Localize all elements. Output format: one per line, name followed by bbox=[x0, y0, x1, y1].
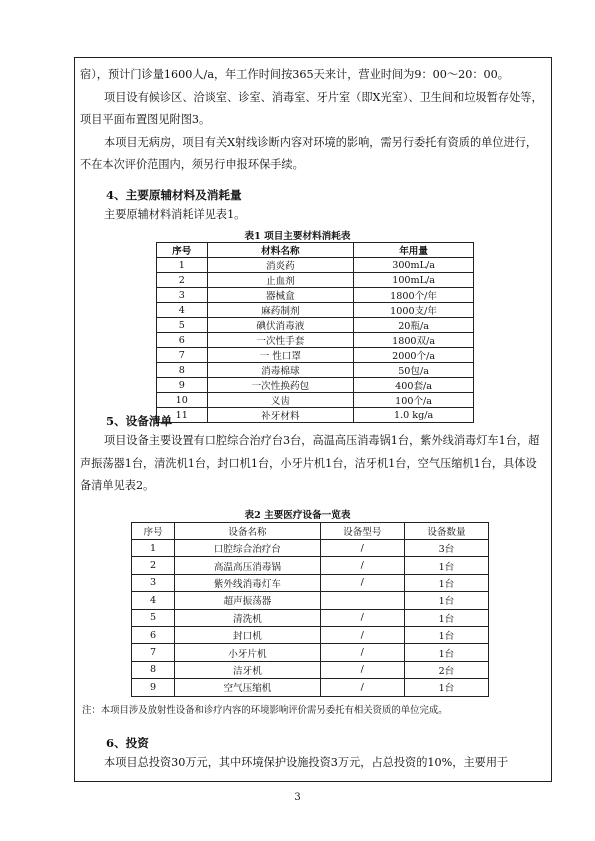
table-cell: 止血剂 bbox=[207, 273, 354, 288]
investment-text bbox=[80, 752, 546, 775]
table-cell: 3 bbox=[132, 574, 175, 591]
table-row bbox=[157, 333, 474, 348]
paragraph-4: 主要原辅材料消耗详见表1。 bbox=[104, 208, 246, 221]
table-row bbox=[132, 609, 489, 626]
table-cell: 4 bbox=[157, 303, 208, 318]
table1-caption: 表1 项目主要材料消耗表 bbox=[244, 231, 351, 242]
table-cell: 1台 bbox=[404, 644, 488, 661]
table-row bbox=[157, 258, 474, 273]
table-row bbox=[157, 348, 474, 363]
column-header: 设备名称 bbox=[175, 523, 321, 540]
table-cell: 11 bbox=[157, 408, 208, 423]
table-cell: 1800双/a bbox=[354, 333, 474, 348]
table-cell: 1台 bbox=[404, 626, 488, 643]
table-cell: 5 bbox=[157, 318, 208, 333]
table-cell: 1 bbox=[157, 258, 208, 273]
table-row bbox=[132, 679, 489, 696]
table-cell: 2 bbox=[157, 273, 208, 288]
table-cell: 1 bbox=[132, 540, 175, 557]
table-cell: 7 bbox=[157, 348, 208, 363]
table-row bbox=[132, 661, 489, 678]
table-row bbox=[157, 363, 474, 378]
table-header-row bbox=[132, 523, 489, 540]
table-cell: 3 bbox=[157, 288, 208, 303]
table-cell: 洁牙机 bbox=[175, 661, 321, 678]
table-cell: 7 bbox=[132, 644, 175, 661]
intro-text bbox=[80, 64, 546, 177]
table-cell: 1台 bbox=[404, 609, 488, 626]
table-cell: / bbox=[320, 644, 404, 661]
table-cell: 封口机 bbox=[175, 626, 321, 643]
table-cell: 清洗机 bbox=[175, 609, 321, 626]
table-cell: 9 bbox=[132, 679, 175, 696]
materials-table bbox=[156, 242, 474, 423]
table-row bbox=[132, 592, 489, 609]
table-cell: / bbox=[320, 574, 404, 591]
table-row bbox=[132, 574, 489, 591]
table-cell: 10 bbox=[157, 393, 208, 408]
table-cell: 补牙材料 bbox=[207, 408, 354, 423]
heading-materials: 4、主要原辅材料及消耗量 bbox=[106, 188, 242, 202]
table-cell: 碘伏消毒液 bbox=[207, 318, 354, 333]
table-cell: 2台 bbox=[404, 661, 488, 678]
table-cell: 消炎药 bbox=[207, 258, 354, 273]
table-cell: 1台 bbox=[404, 592, 488, 609]
table-cell bbox=[320, 592, 404, 609]
table-row bbox=[157, 288, 474, 303]
table-cell: / bbox=[320, 540, 404, 557]
table-cell: 6 bbox=[157, 333, 208, 348]
table-cell: 小牙片机 bbox=[175, 644, 321, 661]
page-number: 3 bbox=[294, 792, 301, 803]
table-cell: 100个/a bbox=[354, 393, 474, 408]
table-cell: 9 bbox=[157, 378, 208, 393]
column-header: 年用量 bbox=[354, 243, 474, 258]
table-cell: 一次性换药包 bbox=[207, 378, 354, 393]
table-header-row bbox=[157, 243, 474, 258]
table-cell: 2 bbox=[132, 557, 175, 574]
table-cell: 6 bbox=[132, 626, 175, 643]
paragraph-3: 本项目无病房，项目有关X射线诊断内容对环境的影响，需另行委托有资质的单位进行，不在本次评价范围内，须另行申报环保手续。 bbox=[80, 135, 538, 171]
table-cell: 紫外线消毒灯车 bbox=[175, 574, 321, 591]
table-cell: 1台 bbox=[404, 574, 488, 591]
table-cell: 5 bbox=[132, 609, 175, 626]
table2-caption: 表2 主要医疗设备一览表 bbox=[244, 510, 351, 521]
table-cell: / bbox=[320, 679, 404, 696]
table-cell: 超声振荡器 bbox=[175, 592, 321, 609]
table-row bbox=[157, 378, 474, 393]
table-row bbox=[132, 557, 489, 574]
equipment-table bbox=[131, 522, 489, 697]
table-row bbox=[157, 318, 474, 333]
table-cell: 300mL/a bbox=[354, 258, 474, 273]
heading-investment: 6、投资 bbox=[106, 736, 149, 750]
table-cell: / bbox=[320, 609, 404, 626]
table-cell: / bbox=[320, 557, 404, 574]
table-row bbox=[132, 626, 489, 643]
table-cell: 高温高压消毒锅 bbox=[175, 557, 321, 574]
table-cell: 8 bbox=[157, 363, 208, 378]
table-row bbox=[132, 644, 489, 661]
column-header: 材料名称 bbox=[207, 243, 354, 258]
table-cell: 空气压缩机 bbox=[175, 679, 321, 696]
paragraph-5: 项目设备主要设置有口腔综合治疗台3台，高温高压消毒锅1台，紫外线消毒灯车1台，超声振荡器1台，清洗机1台，封口机1台，小牙片机1台，洁牙机1台，空气压缩机1台，具体设备清单见表2。 bbox=[80, 434, 540, 492]
table-cell: 50包/a bbox=[354, 363, 474, 378]
table-cell: 1800个/年 bbox=[354, 288, 474, 303]
table-cell: 一 性口罩 bbox=[207, 348, 354, 363]
table-cell: 口腔综合治疗台 bbox=[175, 540, 321, 557]
column-header: 序号 bbox=[132, 523, 175, 540]
column-header: 序号 bbox=[157, 243, 208, 258]
table-cell: 8 bbox=[132, 661, 175, 678]
table-cell: 麻药制剂 bbox=[207, 303, 354, 318]
table-cell: 400套/a bbox=[354, 378, 474, 393]
table-cell: 消毒棉球 bbox=[207, 363, 354, 378]
table-cell: / bbox=[320, 626, 404, 643]
table-cell: 100mL/a bbox=[354, 273, 474, 288]
table-cell: 1台 bbox=[404, 679, 488, 696]
column-header: 设备型号 bbox=[320, 523, 404, 540]
table-cell: 1台 bbox=[404, 557, 488, 574]
table-cell: 1000支/年 bbox=[354, 303, 474, 318]
table-note: 注：本项目涉及放射性设备和诊疗内容的环境影响评价需另委托有相关资质的单位完成。 bbox=[82, 705, 448, 716]
paragraph-1: 宿），预计门诊量1600人/a，年工作时间按365天来计，营业时间为9：00～20：00。 bbox=[80, 68, 509, 81]
column-header: 设备数量 bbox=[404, 523, 488, 540]
table-row bbox=[157, 393, 474, 408]
table-row bbox=[157, 303, 474, 318]
table-cell: / bbox=[320, 661, 404, 678]
materials-intro bbox=[80, 204, 546, 227]
table-cell: 20瓶/a bbox=[354, 318, 474, 333]
table-cell: 器械盒 bbox=[207, 288, 354, 303]
table-cell: 一次性手套 bbox=[207, 333, 354, 348]
paragraph-6: 本项目总投资30万元，其中环境保护设施投资3万元，占总投资的10%，主要用于 bbox=[104, 756, 509, 769]
table-cell: 3台 bbox=[404, 540, 488, 557]
table-row bbox=[157, 273, 474, 288]
table-cell: 义齿 bbox=[207, 393, 354, 408]
table-row bbox=[132, 540, 489, 557]
table-cell: 2000个/a bbox=[354, 348, 474, 363]
table-cell: 1.0 kg/a bbox=[354, 408, 474, 423]
table-row bbox=[157, 408, 474, 423]
table-cell: 4 bbox=[132, 592, 175, 609]
heading-equipment: 5、设备清单 bbox=[106, 414, 173, 428]
paragraph-2: 项目设有候诊区、洽谈室、诊室、消毒室、牙片室（即X光室）、卫生间和垃圾暂存处等，项目平面布置图见附图3。 bbox=[80, 90, 543, 126]
equipment-intro bbox=[80, 430, 546, 498]
